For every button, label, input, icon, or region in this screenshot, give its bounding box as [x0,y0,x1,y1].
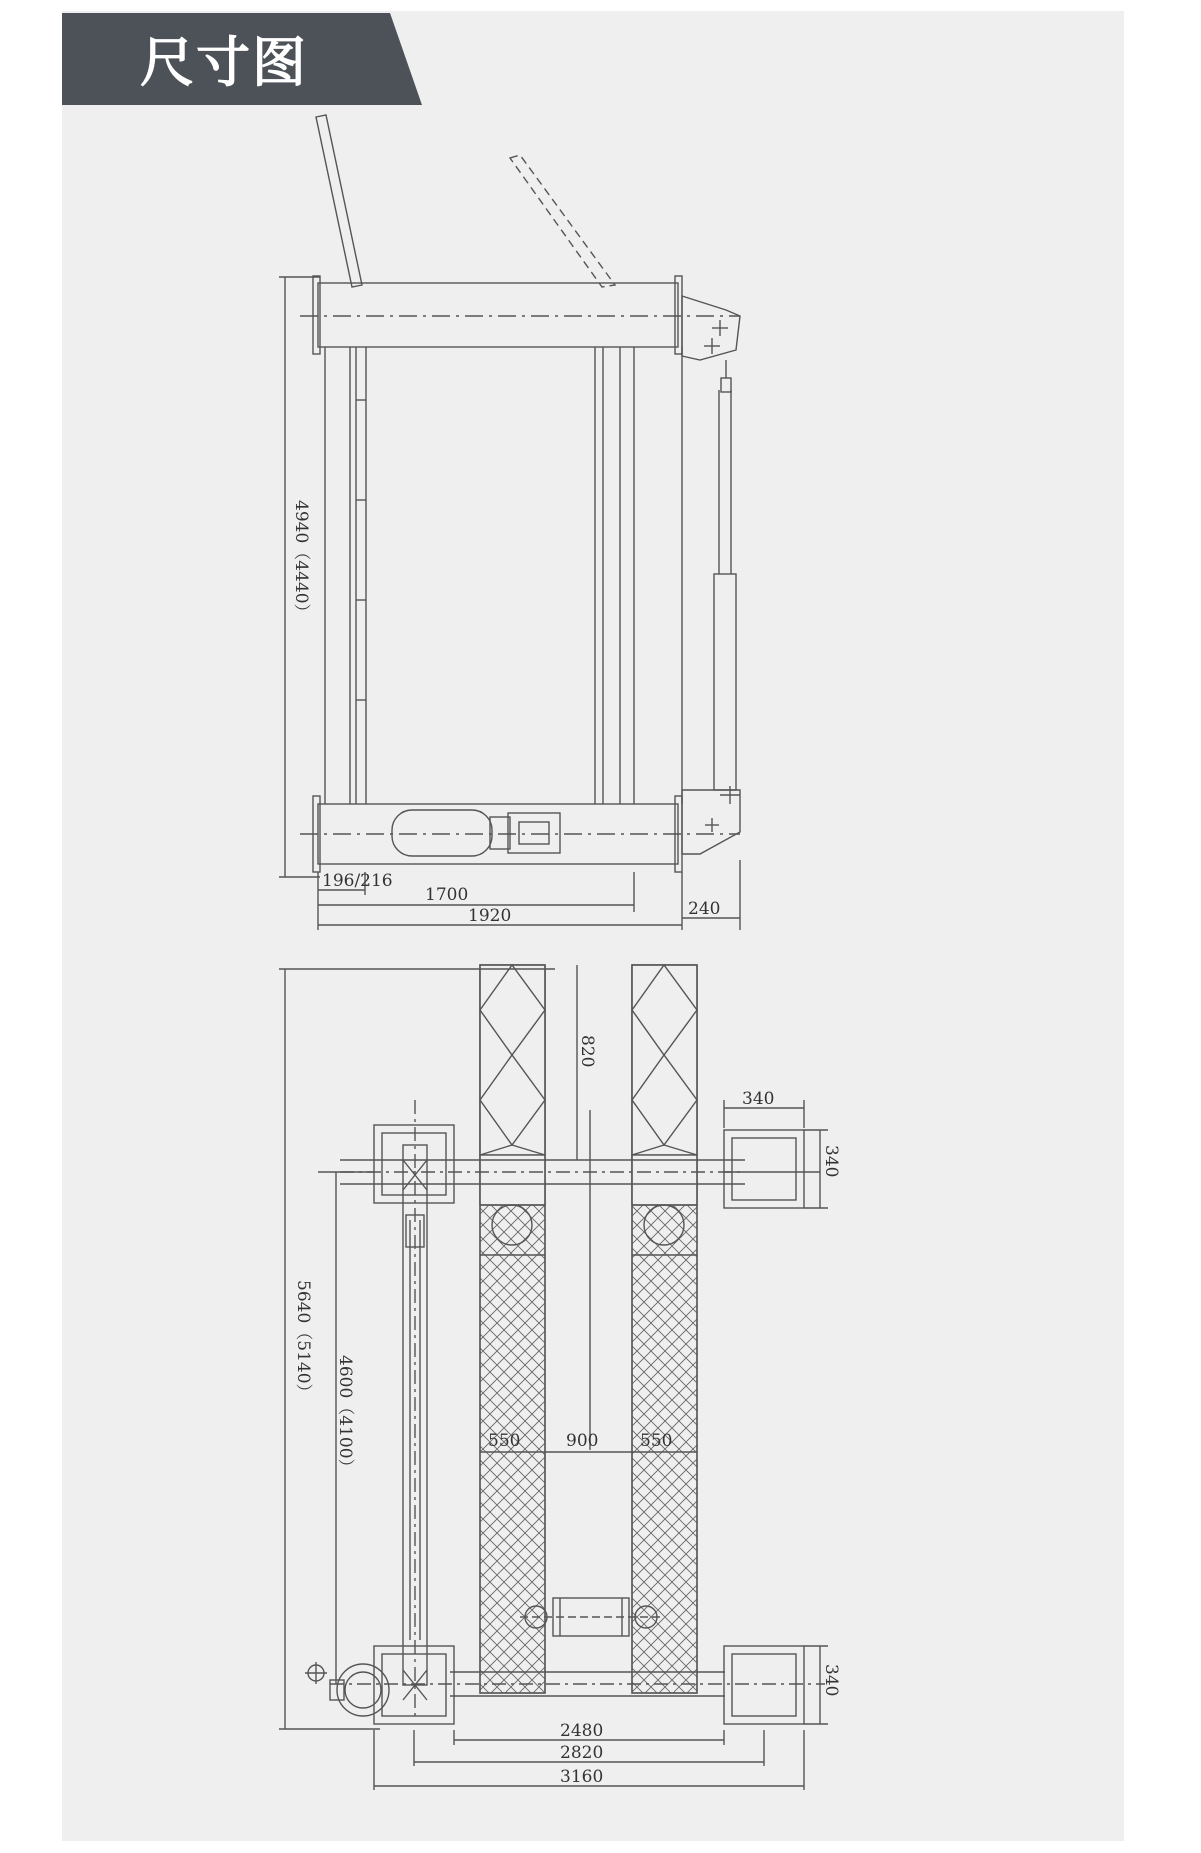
dim-550-right: 550 [640,1431,673,1451]
dim-total-length: 5640（5140） [293,1280,313,1401]
elevation-view [279,115,740,930]
page-title: 尺寸图 [140,31,308,94]
dim-550-left: 550 [488,1431,521,1451]
dim-240: 240 [688,899,721,919]
dim-2480: 2480 [560,1721,604,1741]
dim-820: 820 [577,1035,597,1068]
dim-196-216: 196/216 [322,871,393,891]
dim-1920: 1920 [468,906,512,926]
dim-340-bottom: 340 [821,1664,841,1697]
dim-3160: 3160 [560,1767,604,1787]
dim-340-top: 340 [742,1089,775,1109]
dim-height: 4940（4440） [291,500,311,621]
dim-2820: 2820 [560,1743,604,1763]
dim-340-side: 340 [821,1145,841,1178]
dim-900: 900 [566,1431,599,1451]
plan-view [279,965,841,1790]
dim-1700: 1700 [425,885,469,905]
dim-rail-length: 4600（4100） [335,1355,355,1476]
